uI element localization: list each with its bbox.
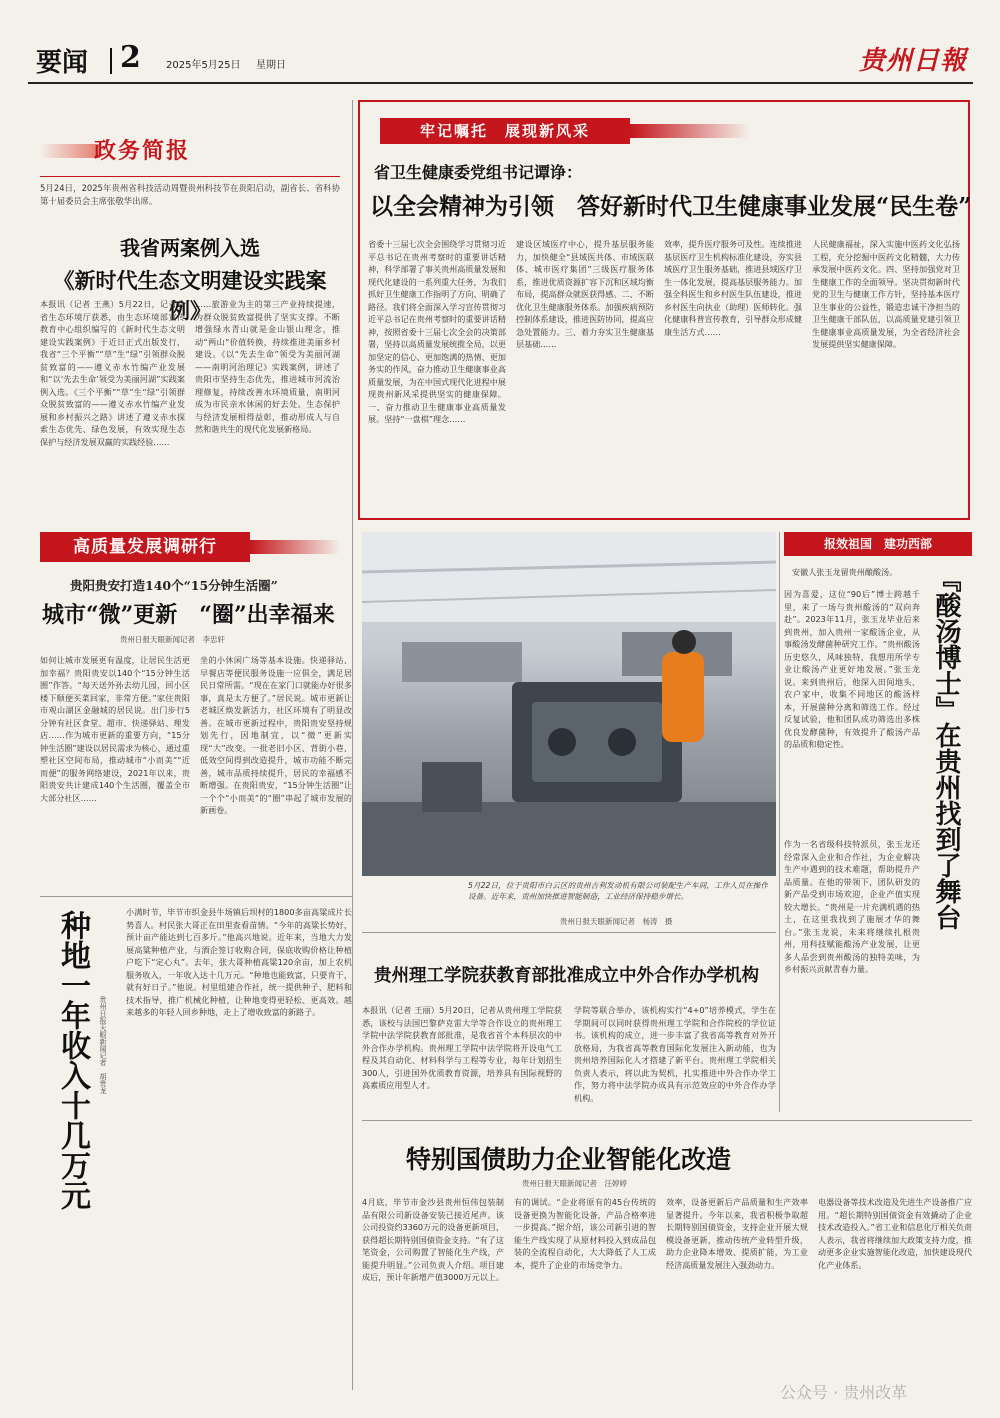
farmer-story xyxy=(40,896,352,1380)
farmer-byline: 贵州日报天眼新闻记者 胡贵龙 xyxy=(99,996,107,1094)
eco-story xyxy=(40,232,340,522)
urban-kicker: 贵阳贵安打造140个“15分钟生活圈” xyxy=(70,578,278,593)
photo-credit: 贵州日报天眼新闻记者 杨涛 摄 xyxy=(560,917,673,926)
feature-col-4: 人民健康福祉，深入实施中医药文化弘扬工程，充分挖掘中医药文化精髓，大力传承发展中医药文化。四、坚持加强党对卫生健康工作的全面领导。坚决贯彻新时代党的卫生与健康工作方针，坚持基本医疗卫生事业的公益性，锻造忠诚干净担当的卫生健康干部队伍，以高质量党建引领卫生健康事业高质量发展，为全省经济社会发展提供坚实健康保障。 xyxy=(812,239,960,349)
phd-intro: 安徽人张玉龙留贵州酿酸汤。 xyxy=(792,567,898,577)
eco-story-col-2: ……旅游业为主的第三产业持续提速，为群众脱贫致富提供了坚实支撑。不断增强绿水青山就是金山银山理念，推动“两山”价值转换，持续推进美丽乡村建设。《以“先去生命”领受为美丽河湖——南明河治理记》实践案例，讲述了贵阳市坚持生态优先，推进城市河流治理修复，持续改善水环境质量，南明河成为市民亲水休闲的好去处。生态保护与经济发展相得益彰，推动形成人与自然和谐共生的现代化发展新格局。 xyxy=(195,299,340,434)
phd-col-2: 作为一名省级科技特派员，张玉龙还经常深入企业和合作社，为企业解决生产中遇到的技术难题，帮助提升产品质量。在他的带领下，团队研发的新产品受到市场欢迎，企业产值实现较大增长。“贵州是一片充满机遇的热土，在这里我找到了施展才华的舞台。”张玉龙说，未来将继续扎根贵州，用科技赋能酸汤产业发展，让更多人品尝到贵州酸汤的独特美味，为乡村振兴贡献青春力量。 xyxy=(784,839,920,974)
page-number: 2 xyxy=(120,40,141,75)
factory-photo xyxy=(362,532,776,876)
bonds-title: 特别国债助力企业智能化改造 xyxy=(406,1145,732,1174)
section-name: 要闻 xyxy=(36,48,89,78)
bonds-story xyxy=(362,1120,972,1390)
feature-col-3: 效率，提升医疗服务可及性。连续推进基层医疗卫生机构标准化建设，夯实县域医疗卫生服务基础，推进县域医疗卫生一体化发展，提高基层服务能力。加强全科医生和乡村医生队伍建设，推进乡村医生向执业（助理）医师转化。强化健康科普宣传教育，引导群众形成健康生活方式…… xyxy=(664,239,802,337)
phd-col-1: 因为喜爱，这位“90后”博士跨越千里，来了一场与贵州酸汤的“双向奔赴”。2023年11月，张玉龙毕业后来到贵州，加入贵州一家酸汤企业，从事酸汤发酵菌种研究工作。“贵州酸汤历史悠久，风味独特，我想用所学专业让酸汤产业更好地发展。”张玉龙说。来到贵州后，他深入田间地头、农户家中，收集不同地区的酸汤样本，开展菌种分离和筛选工作。经过反复试验，他和团队成功筛选出多株优良发酵菌种，有效提升了酸汤产品的品质和稳定性。 xyxy=(784,589,920,749)
feature-title: 以全会精神为引领 答好新时代卫生健康事业发展“民生卷” xyxy=(370,193,972,220)
bonds-col-2: 有的调试。“企业将原有的45台传统的设备更换为智能化设备，产品合格率进一步提高。”据介绍，该公司新引进的智能生产线实现了从原材料投入到成品包装的全流程自动化，大大降低了人工成本，提升了企业的市场竞争力。 xyxy=(514,1197,656,1270)
watermark: 公众号 · 贵州改革 xyxy=(780,1383,908,1402)
eco-story-col-1: 本报讯（记者 王燕）5月22日，记者从省生态环境厅获悉，由生态环境部宣传教育中心组织编写的《新时代生态文明建设实践案例》于近日正式出版发行，我省“三个平衡”“草”生“绿”引领群众脱贫致富的——遵义赤水竹编产业发展和“以‘先去生命’领受为美丽河湖”实践案例入选。《三个平衡”“草”生“绿”引领群众脱贫致富的——遵义赤水竹编产业发展和乡村振兴之路》讲述了遵义赤水探索生态优先、绿色发展，有效实现生态保护与经济发展双赢的实践经验…… xyxy=(40,299,185,447)
eco-story-title-2: 《新时代生态文明建设实践案例》 xyxy=(53,268,327,323)
masthead xyxy=(28,38,973,84)
feature-subtitle: 省卫生健康委党组书记谭诤： xyxy=(374,163,583,182)
university-story xyxy=(362,932,776,1112)
urban-col-2: 坐的小休闲广场等基本设施。快递驿站、早餐店等便民服务设施一应俱全，满足居民日常所需。“现在在家门口就能办好很多事，真是太方便了。”居民说。城市更新让老城区焕发新活力，社区环境有了明显改善。在城市更新过程中，贵阳贵安坚持规划先行，因地制宜，以“微”更新实现“大”改变。一批老旧小区、背街小巷、低效空间得到改造提升，城市功能不断完善，城市品质持续提升，居民的幸福感不断增强。在贵阳贵安，“15分钟生活圈”让一个个“小而美”的“圈”串起了城市发展的新画卷。 xyxy=(200,655,352,815)
university-title: 贵州理工学院获教育部批准成立中外合作办学机构 xyxy=(374,966,759,986)
urban-story xyxy=(40,532,352,892)
briefs-label: 政务简报 xyxy=(40,130,340,170)
phd-story xyxy=(784,532,972,1112)
issue-date: 2025年5月25日 xyxy=(166,60,241,71)
bonds-col-1: 4月底，毕节市金沙县贵州恒伟包装制品有限公司新设备安装已接近尾声。该公司投资约3360万元的设备更新项目，获得超长期特别国债资金支持。“有了这笔资金，公司购置了智能化生产线，产能提升明显。”公司负责人介绍。项目建成后，预计年新增产值3000万元以上。 xyxy=(362,1197,504,1282)
feature-banner: 牢记嘱托 展现新风采 xyxy=(380,118,630,144)
bonds-col-4: 电器设备等技术改造及先进生产设备推广应用。“超长期特别国债资金有效撬动了企业技术改造投入。”省工业和信息化厅相关负责人表示，我省将继续加大政策支持力度，推动更多企业实施智能化改造，加快建设现代化产业体系。 xyxy=(818,1197,972,1270)
farmer-body: 小满时节，毕节市织金县牛场镇后坝村的1800多亩高粱成片长势喜人。村民张大哥正在田里查看苗情。“今年的高粱长势好，预计亩产能达到七百多斤。”他高兴地说。近年来，当地大力发展高粱种植产业，与酒企签订收购合同，保底收购价格让种植户吃下“定心丸”。去年，张大哥种植高粱120余亩，加上农机服务收入，一年收入达十几万元。“种地也能致富，只要肯干，就有好日子。”他说。村里组建合作社，统一提供种子、肥料和技术指导，推广机械化种植，让种地变得更轻松、更高效。越来越多的年轻人回乡种地，走上了增收致富的新路子。 xyxy=(126,907,352,1017)
urban-byline: 贵州日报天眼新闻记者 李忠轩 xyxy=(120,635,225,644)
phd-title: 『酸汤博士』在贵州找到了舞台 xyxy=(931,566,961,930)
issue-weekday: 星期日 xyxy=(256,60,286,71)
feature-col-2: 建设区域医疗中心，提升基层服务能力，加快健全“县域医共体、市域医联体、城市医疗集团”三级医疗服务体系，推进优质资源扩容下沉和区域均衡布局，提高群众就医获得感。二、不断优化卫生健康服务体系。加强疾病预防控制体系建设，推进医防协同，提高应急处置能力。三、着力夯实卫生健康基层基础…… xyxy=(516,239,654,349)
feature-box xyxy=(358,100,970,520)
feature-col-1: 省委十三届七次全会围绕学习贯彻习近平总书记在贵州考察时的重要讲话精神，科学部署了事关贵州高质量发展和现代化建设的一系列重大任务，为我们抓好卫生健康工作指明了方向、明确了路径。我们将全面深入学习宣传贯彻习近平总书记在贵州考察时的重要讲话精神，按照省委十三届七次全会的决策部署，坚持以高质量发展统揽全局，以更加坚定的信心、更加饱满的热情、更加务实的作风，奋力推动卫生健康事业高质量发展，为在中国式现代化进程中展现贵州新风采提供坚实的健康保障。一、奋力推动卫生健康事业高质量发展。坚持“一盘棋”理念…… xyxy=(368,239,506,424)
urban-title: 城市“微”更新 “圈”出幸福来 xyxy=(42,602,335,628)
university-col-2: 学院等联合举办，该机构实行“4+0”培养模式，学生在学期间可以同时获得贵州理工学院和合作院校的学位证书。该机构的成立，进一步丰富了我省高等教育对外开放格局，为我省高等教育国际化发展注入新动能，也为贵州培养国际化人才搭建了新平台。贵州理工学院相关负责人表示，将以此为契机，扎实推进中外合作办学工作，努力将中法学院办成具有示范效应的中外合作办学机构。 xyxy=(574,1005,776,1103)
bonds-byline: 贵州日报天眼新闻记者 汪婷婷 xyxy=(522,1179,627,1188)
bonds-col-3: 效率，设备更新后产品质量和生产效率显著提升。今年以来，我省积极争取超长期特别国债资金，支持企业开展大规模设备更新，推动传统产业转型升级，助力企业降本增效、提质扩能，为工业经济高质量发展注入强劲动力。 xyxy=(666,1197,808,1270)
paper-logo: 贵州日報 xyxy=(858,46,967,76)
photo-caption: 5月22日，位于贵阳市白云区的贵州吉利发动机有限公司装配生产车间，工作人员在操作设备。近年来，贵州加快推进智能制造，工业经济保持稳步增长。 xyxy=(468,881,768,901)
phd-section-label: 报效祖国 建功西部 xyxy=(784,532,972,556)
farmer-title: 种地一年收入十几万元 xyxy=(55,910,90,1210)
urban-section-label: 高质量发展调研行 xyxy=(40,532,250,562)
briefs-section xyxy=(40,130,340,206)
brief-item: 5月24日，2025年贵州省科技活动周暨贵州科技节在贵阳启动，副省长、省科协第十届委员会主席张敬华出席。 xyxy=(40,183,340,206)
university-col-1: 本报讯（记者 王丽）5月20日，记者从贵州理工学院获悉，该校与法国巴黎萨克雷大学等合作设立的贵州理工学院中法学院获教育部批准，是我省首个本科层次的中外合作办学机构。贵州理工学院中法学院将开设电气工程及其自动化、材料科学与工程等专业，每年计划招生300人，引进国外优质教育资源，培养具有国际视野的高素质应用型人才。 xyxy=(362,1005,562,1090)
urban-col-1: 如何让城市发展更有温度，让居民生活更加幸福？贵阳贵安以140个“15分钟生活圈”作答。“每天送外孙去幼儿园，回小区楼下顺便买菜回家，非常方便。”家住贵阳市观山湖区金融城的居民说。出门步行5分钟有社区食堂、超市、快递驿站、理发店……作为城市更新的重要方向，“15分钟生活圈”建设以居民需求为核心，通过重塑社区空间布局，推动城市“小而美”“近而便”的服务网络建设，2021年以来，贵阳贵安共计建成140个生活圈，覆盖全市大部分社区…… xyxy=(40,655,190,803)
eco-story-title-1: 我省两案例入选 xyxy=(120,236,260,260)
